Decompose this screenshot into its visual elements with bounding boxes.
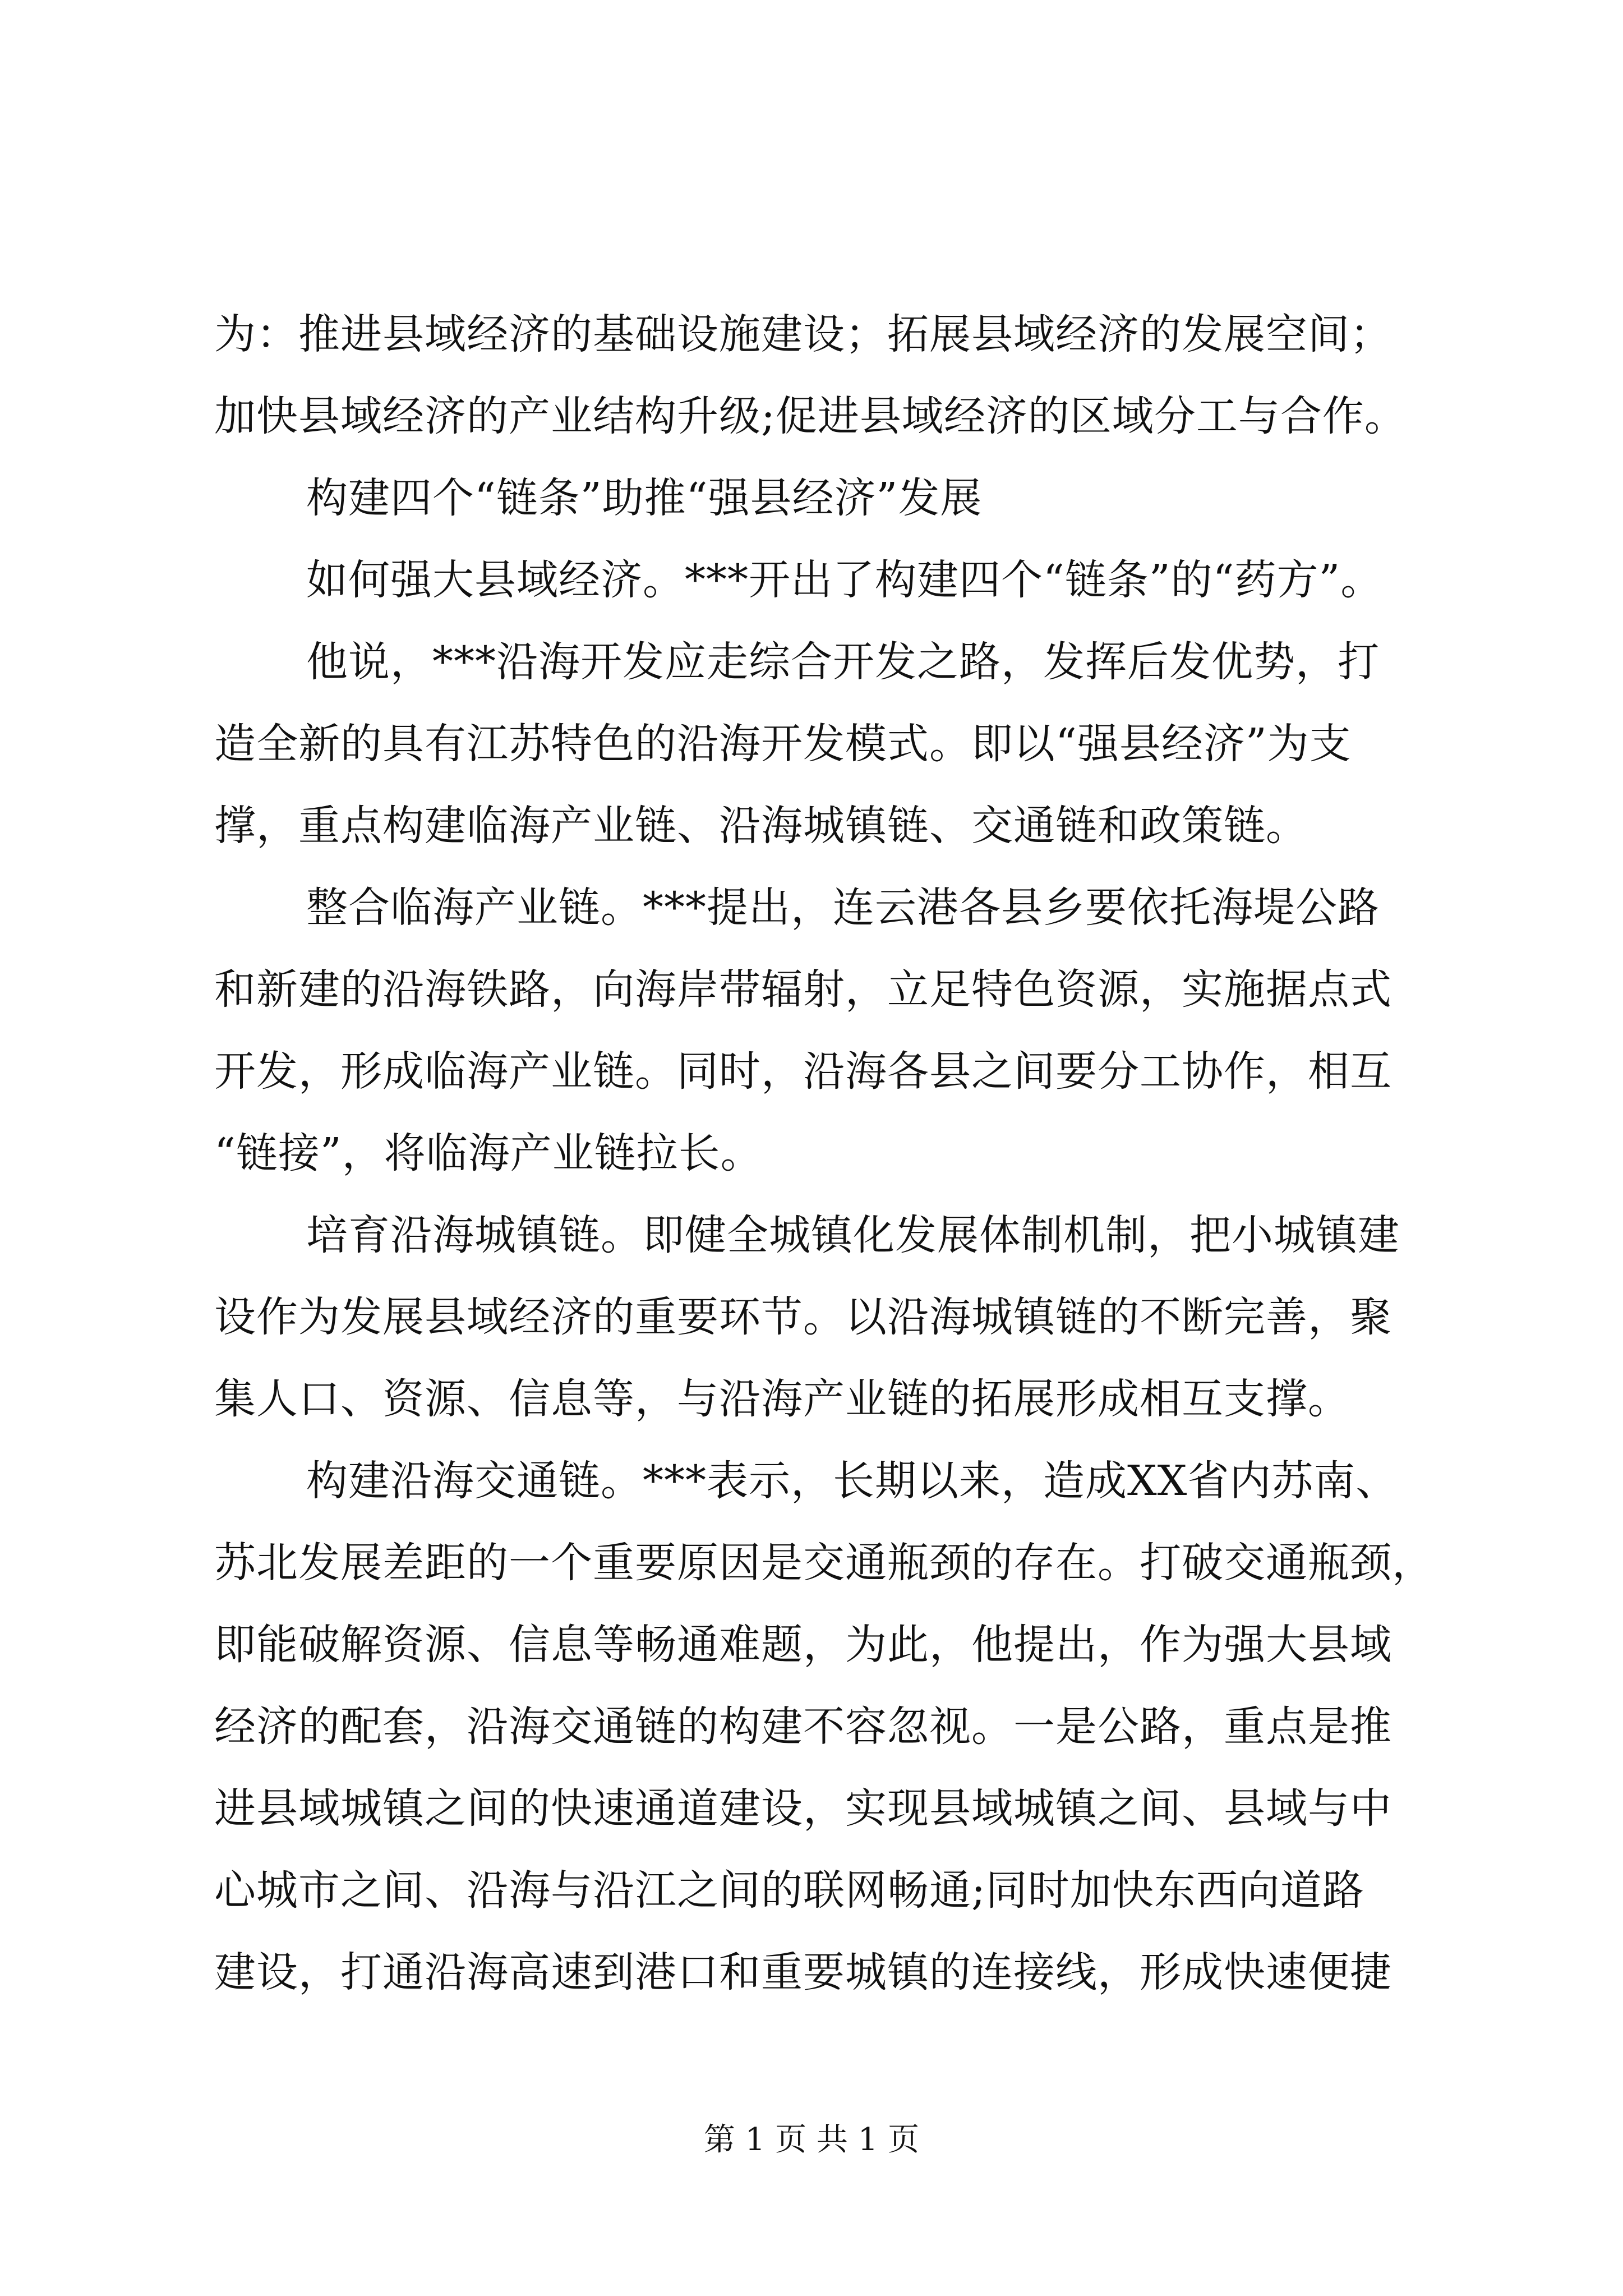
text-line-13: 设作为发展县域经济的重要环节。以沿海城镇链的不断完善，聚 — [214, 1293, 1392, 1341]
page-number-label: 第 1 页 共 1 页 — [703, 2122, 920, 2158]
text-line-5: 他说，***沿海开发应走综合开发之路，发挥后发优势，打 — [306, 638, 1380, 686]
text-line-15: 构建沿海交通链。***表示，长期以来，造成XX省内苏南、 — [306, 1457, 1398, 1505]
text-line-1: 为：推进县域经济的基础设施建设；拓展县域经济的发展空间； — [214, 310, 1392, 358]
text-line-4: 如何强大县域经济。***开出了构建四个“链条”的“药方”。 — [306, 556, 1383, 604]
text-line-9: 和新建的沿海铁路，向海岸带辐射，立足特色资源，实施据点式 — [214, 965, 1392, 1014]
text-line-6: 造全新的具有江苏特色的沿海开发模式。即以“强县经济”为支 — [214, 720, 1352, 768]
text-line-12: 培育沿海城镇链。即健全城镇化发展体制机制，把小城镇建 — [306, 1211, 1400, 1259]
section-heading: 构建四个“链条”助推“强县经济”发展 — [306, 474, 983, 522]
text-line-7: 撑，重点构建临海产业链、沿海城镇链、交通链和政策链。 — [214, 802, 1308, 850]
text-line-17: 即能破解资源、信息等畅通难题，为此，他提出，作为强大县域 — [214, 1621, 1392, 1669]
text-line-16: 苏北发展差距的一个重要原因是交通瓶颈的存在。打破交通瓶颈， — [214, 1539, 1434, 1587]
text-line-10: 开发，形成临海产业链。同时，沿海各县之间要分工协作，相互 — [214, 1047, 1392, 1096]
document-body — [214, 307, 1476, 2027]
text-line-11: “链接”，将临海产业链拉长。 — [214, 1129, 763, 1177]
text-line-14: 集人口、资源、信息等，与沿海产业链的拓展形成相互支撑。 — [214, 1375, 1350, 1423]
page-footer — [0, 2120, 1623, 2160]
text-line-19: 进县域城镇之间的快速通道建设，实现县域城镇之间、县域与中 — [214, 1784, 1392, 1833]
text-line-20: 心城市之间、沿海与沿江之间的联网畅通;同时加快东西向道路 — [214, 1866, 1364, 1915]
text-line-21: 建设，打通沿海高速到港口和重要城镇的连接线，形成快速便捷 — [214, 1948, 1392, 1996]
text-line-8: 整合临海产业链。***提出，连云港各县乡要依托海堤公路 — [306, 884, 1380, 932]
text-line-18: 经济的配套，沿海交通链的构建不容忽视。一是公路，重点是推 — [214, 1703, 1392, 1751]
text-line-2: 加快县域经济的产业结构升级;促进县域经济的区域分工与合作。 — [214, 392, 1407, 440]
